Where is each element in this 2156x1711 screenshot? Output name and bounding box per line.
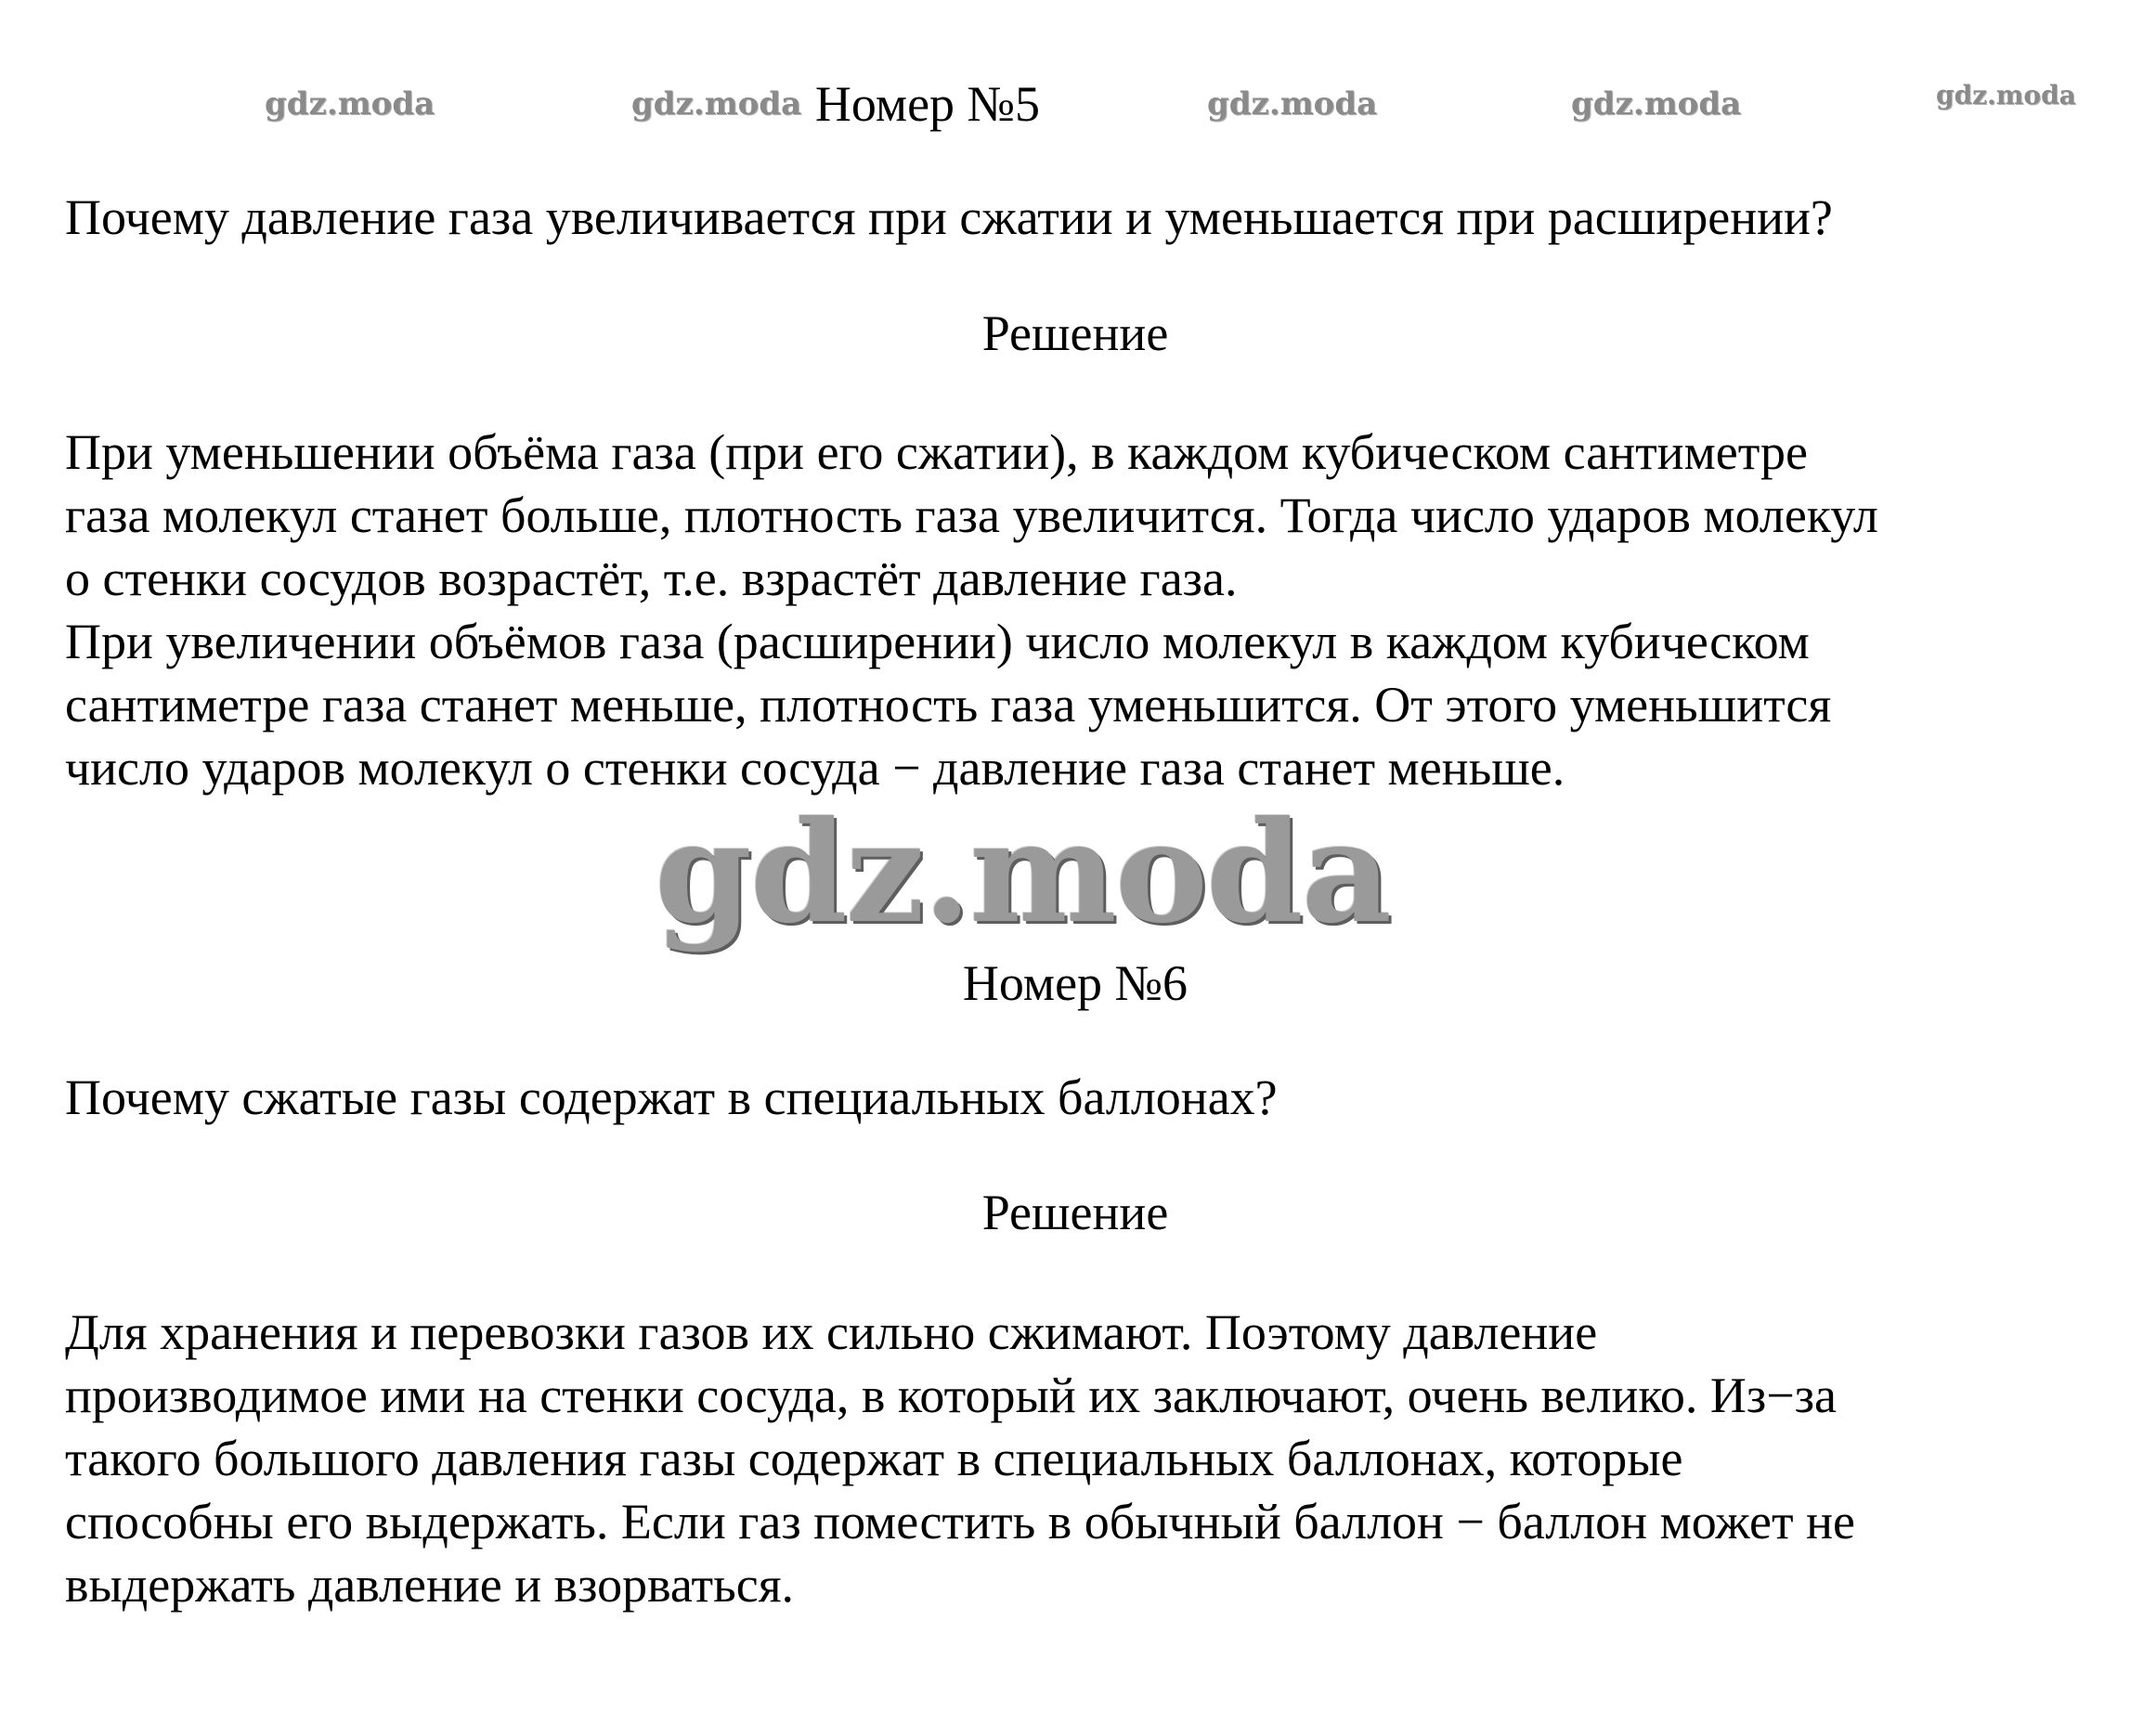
task5-answer-line: число ударов молекул о стенки сосуда − давление газа станет меньше. — [65, 740, 1565, 796]
watermark-logo: gdz.moda — [265, 85, 435, 123]
task5-heading-text: Номер №5 — [814, 76, 1041, 132]
task6-solution-label: Решение — [981, 1185, 1169, 1240]
task5-answer-line: о стенки сосудов возрастёт, т.е. взрастёт давление газа. — [65, 551, 1238, 606]
task6-answer-line: выдержать давление и взорваться. — [65, 1557, 795, 1613]
watermark-logo: gdz.moda — [1571, 85, 1742, 123]
task6-heading: Номер №6 — [962, 955, 1188, 1011]
task6-answer-line: способны его выдержать. Если газ поместить в обычный баллон − баллон может не — [65, 1494, 1855, 1549]
watermark-logo-large: gdz.moda — [654, 791, 1390, 954]
watermark-logo: gdz.moda — [1936, 80, 2076, 110]
task6-answer-line: производимое ими на стенки сосуда, в который их заключают, очень велико. Из−за — [65, 1368, 1838, 1423]
task6-answer-line: такого большого давления газы содержат в специальных баллонах, которые — [65, 1431, 1683, 1486]
task5-answer-line: При увеличении объёмов газа (расширении) число молекул в каждом кубическом — [65, 614, 1810, 669]
watermark-logo: gdz.moda — [631, 85, 802, 123]
task5-answer-line: газа молекул станет больше, плотность газа увеличится. Тогда число ударов молекул — [65, 487, 1878, 543]
task5-answer-line: сантиметре газа станет меньше, плотность газа уменьшится. От этого уменьшится — [65, 677, 1832, 732]
task6-question: Почему сжатые газы содержат в специальных баллонах? — [65, 1069, 1278, 1125]
task5-solution-label: Решение — [981, 305, 1169, 361]
task6-answer-line: Для хранения и перевозки газов их сильно сжимают. Поэтому давление — [65, 1304, 1598, 1360]
task5-question: Почему давление газа увеличивается при сжатии и уменьшается при расширении? — [65, 189, 1833, 245]
task5-answer-line: При уменьшении объёма газа (при его сжатии), в каждом кубическом сантиметре — [65, 424, 1808, 480]
task5-heading — [0, 72, 2154, 136]
watermark-logo: gdz.moda — [1207, 85, 1378, 123]
